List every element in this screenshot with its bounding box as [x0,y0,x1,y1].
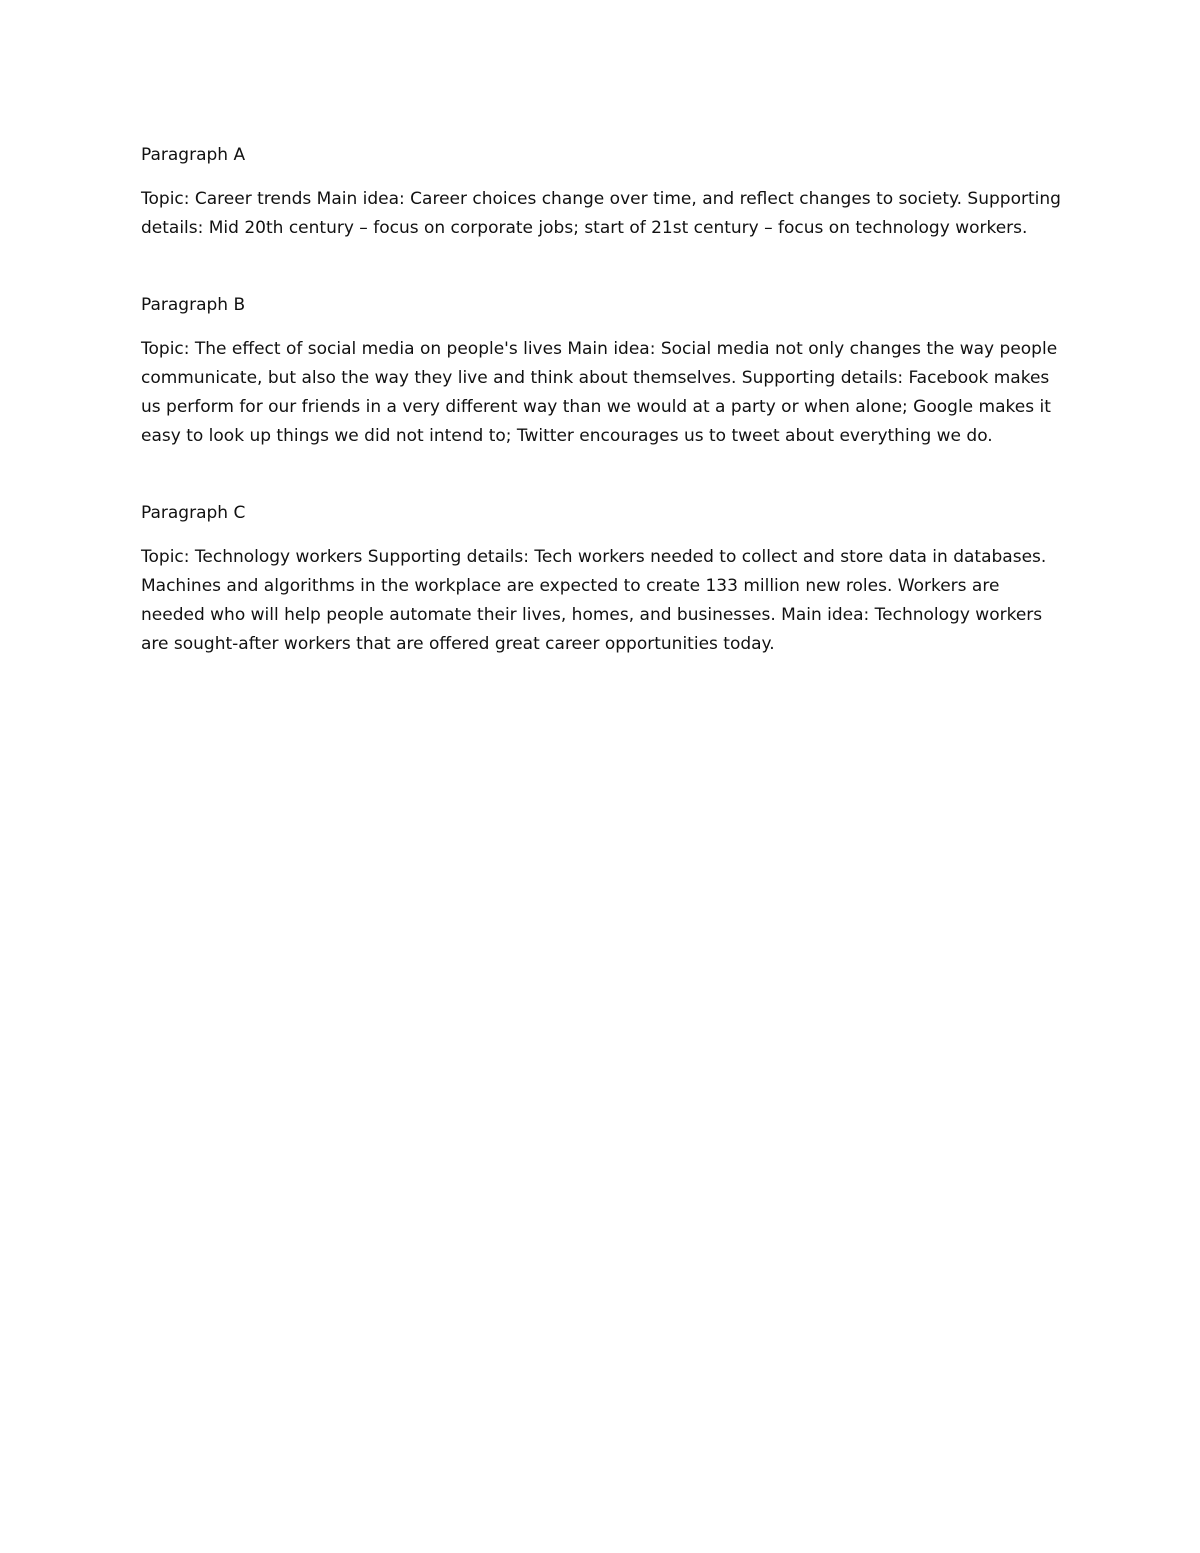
paragraph-c-body: Topic: Technology workers Supporting details: Tech workers needed to collect and store data in databases. Machines and algorithms in the workplace are expected to create 133 million new roles. Workers are needed who will help people automate their lives, homes, and businesses. Main idea: Technology workers are sought-after workers that are offered great career opportunities today. [141,547,1047,654]
paragraph-a-body: Topic: Career trends Main idea: Career choices change over time, and reflect changes to society. Supporting details: Mid 20th century – focus on corporate jobs; start of 21st century – focus on technology workers. [141,189,1061,238]
paragraph-b-section [141,293,1066,451]
paragraph-b-heading: Paragraph B [141,295,246,315]
paragraph-a-section [141,143,1066,243]
paragraph-c-heading: Paragraph C [141,503,246,523]
paragraph-a-heading: Paragraph A [141,145,246,165]
paragraph-c-section [141,501,1066,659]
paragraph-b-body: Topic: The effect of social media on people's lives Main idea: Social media not only changes the way people communicate, but also the way they live and think about themselves. Supporting details: Facebook makes us perform for our friends in a very different way than we would at a party or when alone; Google makes it easy to look up things we did not intend to; Twitter encourages us to tweet about everything we do. [141,339,1058,446]
